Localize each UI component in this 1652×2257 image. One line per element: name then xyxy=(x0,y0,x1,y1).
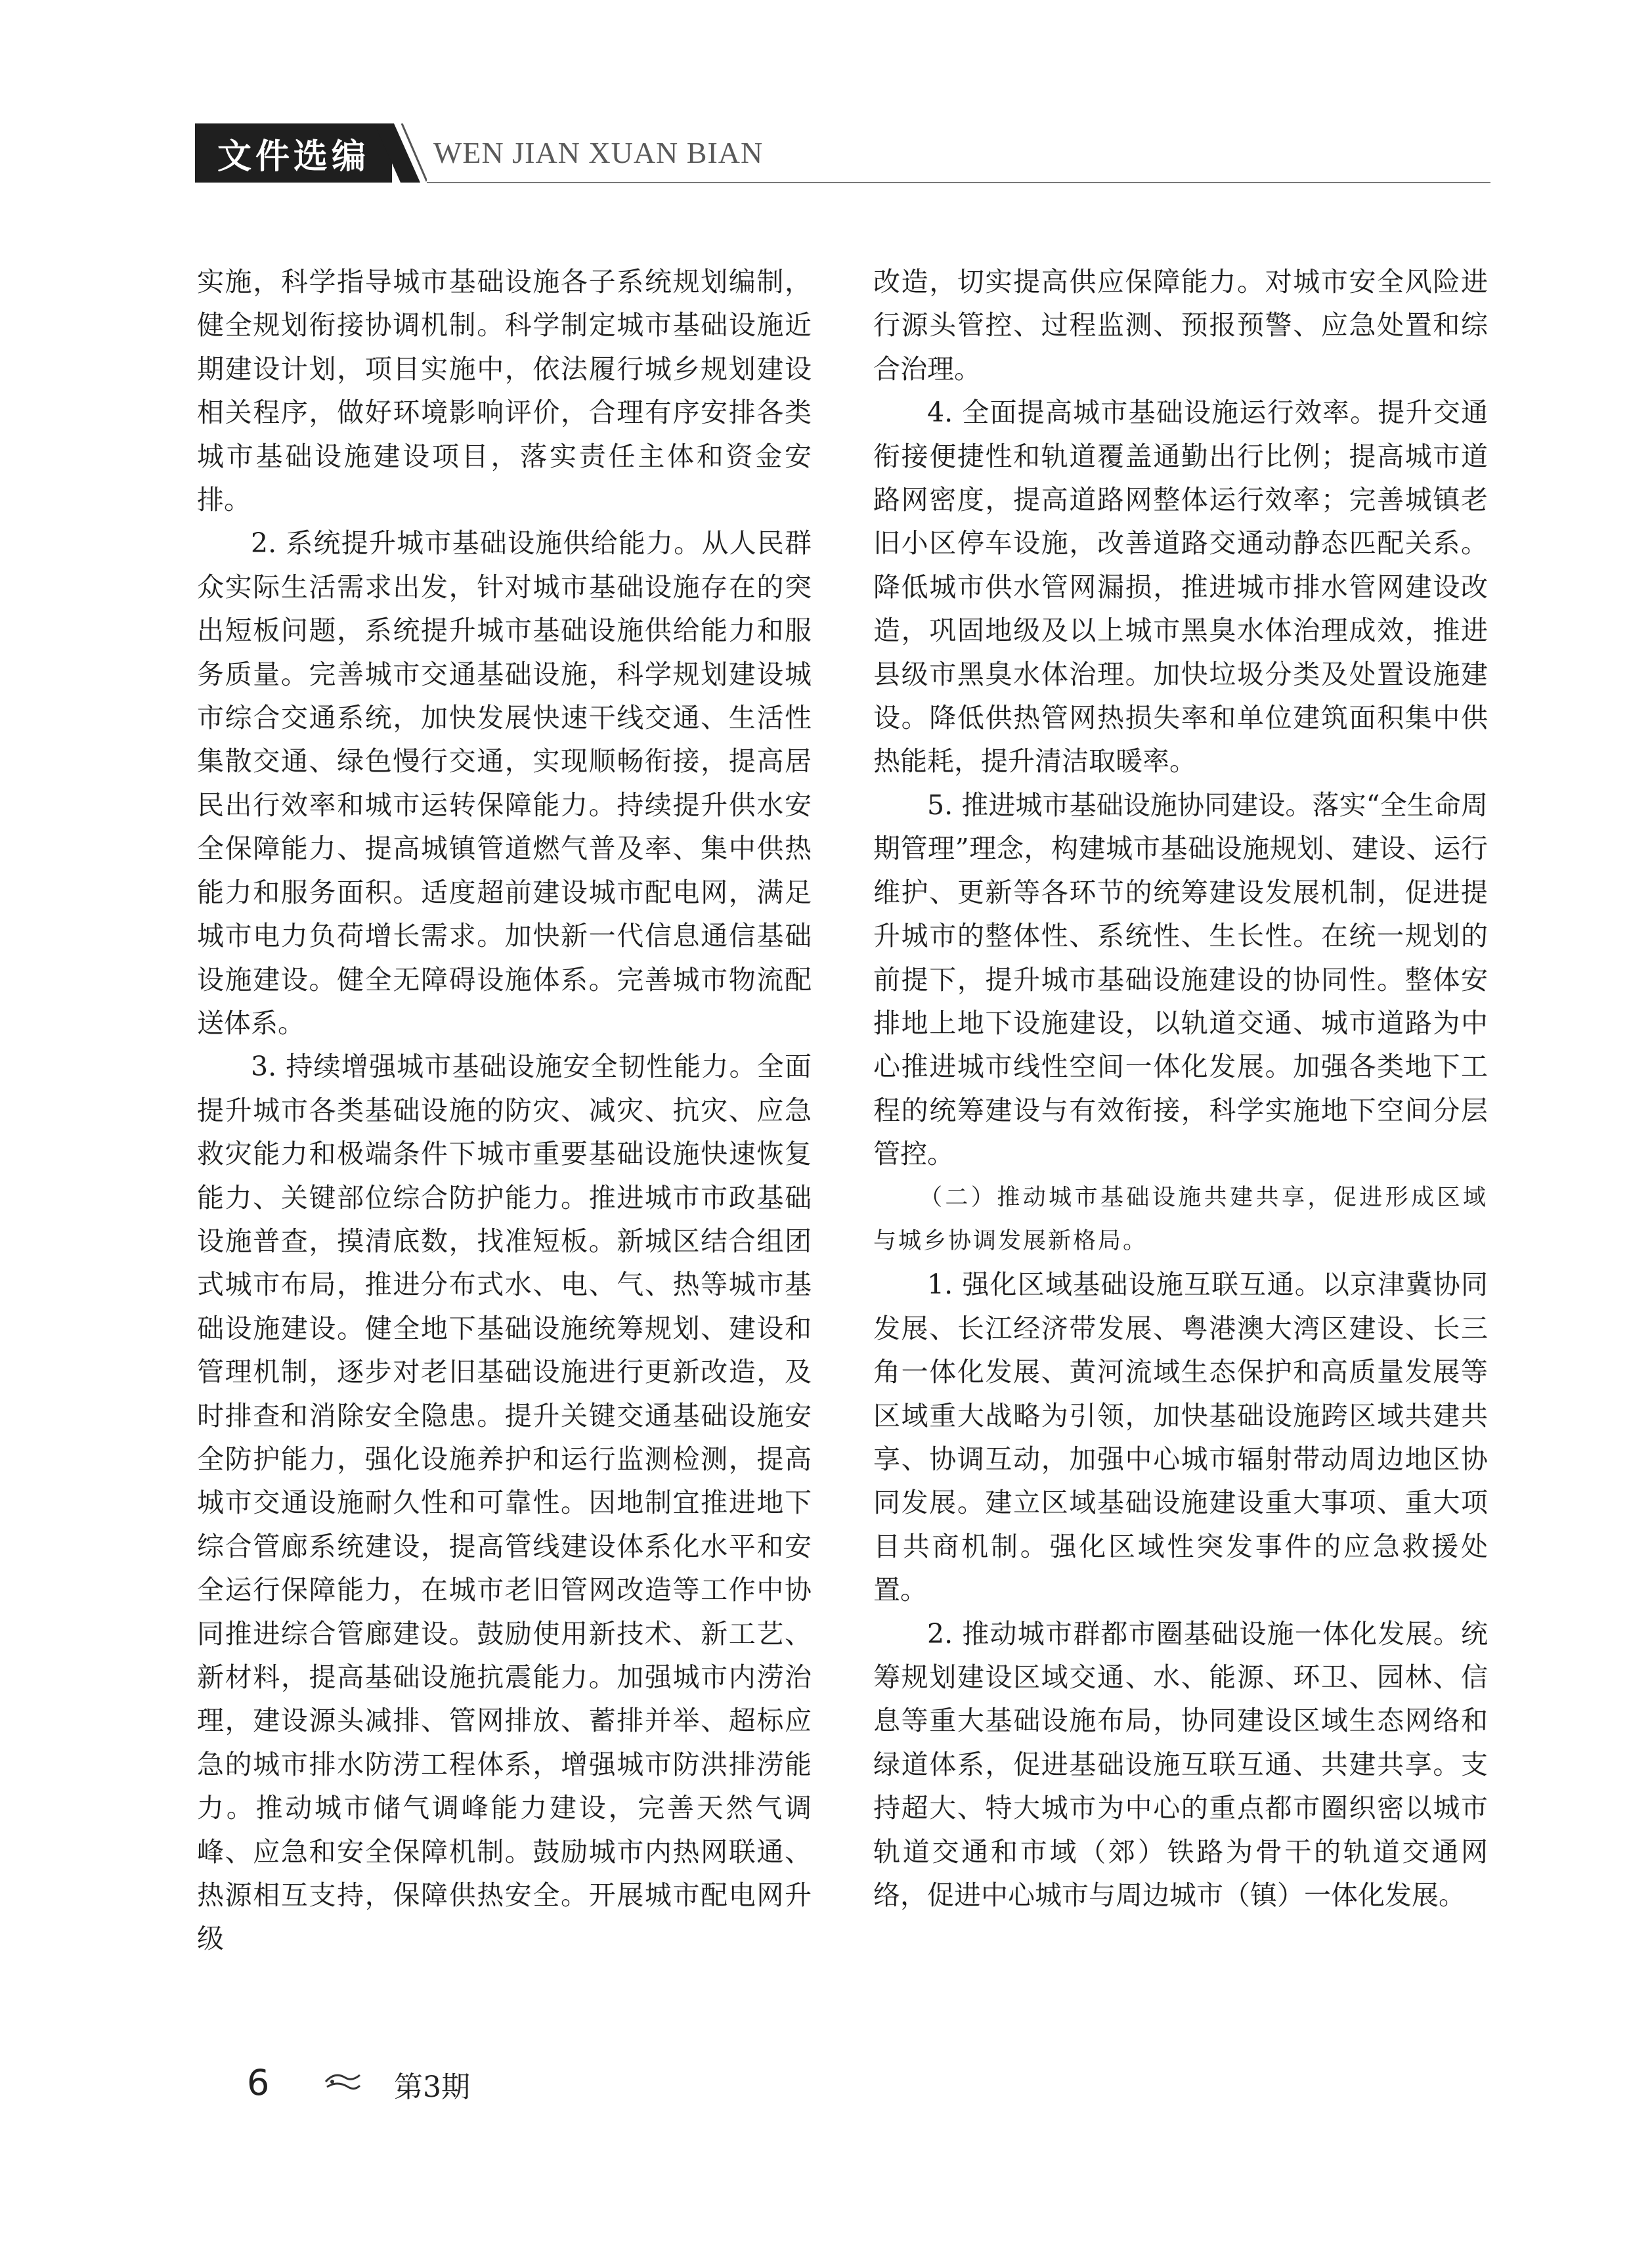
paragraph: 4. 全面提高城市基础设施运行效率。提升交通衔接便捷性和轨道覆盖通勤出行比例；提高城市道路网密度，提高道路网整体运行效率；完善城镇老旧小区停车设施，改善道路交通动静态匹配关系。降低城市供水管网漏损，推进城市排水管网建设改造，巩固地级及以上城市黑臭水体治理成效，推进县级市黑臭水体治理。加快垃圾分类及处置设施建设。降低供热管网热损失率和单位建筑面积集中供热能耗，提升清洁取暖率。 xyxy=(873,397,1488,778)
section-title-latin: WEN JIAN XUAN BIAN xyxy=(433,136,764,169)
section-subheading: （二）推动城市基础设施共建共享，促进形成区域与城乡协调发展新格局。 xyxy=(873,1184,1488,1254)
page-number: 6 xyxy=(247,2062,270,2103)
section-badge: 文件选编 xyxy=(195,123,392,183)
header-rule xyxy=(427,182,1490,183)
ornament-icon xyxy=(323,2069,362,2095)
issue-label: 第3期 xyxy=(394,2071,470,2104)
right-column xyxy=(873,260,1488,1917)
left-column xyxy=(197,260,812,1961)
paragraph: 1. 强化区域基础设施互联互通。以京津冀协同发展、长江经济带发展、粤港澳大湾区建设、长三角一体化发展、黄河流域生态保护和高质量发展等区域重大战略为引领，加快基础设施跨区域共建共享、协调互动，加强中心城市辐射带动周边地区协同发展。建立区域基础设施建设重大事项、重大项目共商机制。强化区域性突发事件的应急救援处置。 xyxy=(873,1269,1488,1606)
paragraph: 3. 持续增强城市基础设施安全韧性能力。全面提升城市各类基础设施的防灾、减灾、抗灾、应急救灾能力和极端条件下城市重要基础设施快速恢复能力、关键部位综合防护能力。推进城市市政基础设施普查，摸清底数，找准短板。新城区结合组团式城市布局，推进分布式水、电、气、热等城市基础设施建设。健全地下基础设施统筹规划、建设和管理机制，逐步对老旧基础设施进行更新改造，及时排查和消除安全隐患。提升关键交通基础设施安全防护能力，强化设施养护和运行监测检测，提高城市交通设施耐久性和可靠性。因地制宜推进地下综合管廊系统建设，提高管线建设体系化水平和安全运行保障能力，在城市老旧管网改造等工作中协同推进综合管廊建设。鼓励使用新技术、新工艺、新材料，提高基础设施抗震能力。加强城市内涝治理，建设源头减排、管网排放、蓄排并举、超标应急的城市排水防涝工程体系，增强城市防洪排涝能力。推动城市储气调峰能力建设，完善天然气调峰、应急和安全保障机制。鼓励城市内热网联通、热源相互支持，保障供热安全。开展城市配电网升级 xyxy=(197,1051,812,1955)
header-slash-decoration xyxy=(374,123,427,183)
paragraph: 5. 推进城市基础设施协同建设。落实“全生命周期管理”理念，构建城市基础设施规划、建设、运行维护、更新等各环节的统筹建设发展机制，促进提升城市的整体性、系统性、生长性。在统一规划的前提下，提升城市基础设施建设的协同性。整体安排地上地下设施建设，以轨道交通、城市道路为中心推进城市线性空间一体化发展。加强各类地下工程的统筹建设与有效衔接，科学实施地下空间分层管控。 xyxy=(873,789,1488,1170)
paragraph: 实施，科学指导城市基础设施各子系统规划编制，健全规划衔接协调机制。科学制定城市基础设施近期建设计划，项目实施中，依法履行城乡规划建设相关程序，做好环境影响评价，合理有序安排各类城市基础设施建设项目，落实责任主体和资金安排。 xyxy=(197,266,812,516)
paragraph: 2. 推动城市群都市圈基础设施一体化发展。统筹规划建设区域交通、水、能源、环卫、园林、信息等重大基础设施布局，协同建设区域生态网络和绿道体系，促进基础设施互联互通、共建共享。支持超大、特大城市为中心的重点都市圈织密以城市轨道交通和市域（郊）铁路为骨干的轨道交通网络，促进中心城市与周边城市（镇）一体化发展。 xyxy=(873,1617,1488,1912)
paragraph: 2. 系统提升城市基础设施供给能力。从人民群众实际生活需求出发，针对城市基础设施存在的突出短板问题，系统提升城市基础设施供给能力和服务质量。完善城市交通基础设施，科学规划建设城市综合交通系统，加快发展快速干线交通、生活性集散交通、绿色慢行交通，实现顺畅衔接，提高居民出行效率和城市运转保障能力。持续提升供水安全保障能力、提高城镇管道燃气普及率、集中供热能力和服务面积。适度超前建设城市配电网，满足城市电力负荷增长需求。加快新一代信息通信基础设施建设。健全无障碍设施体系。完善城市物流配送体系。 xyxy=(197,527,812,1039)
paragraph: 改造，切实提高供应保障能力。对城市安全风险进行源头管控、过程监测、预报预警、应急处置和综合治理。 xyxy=(873,266,1488,385)
